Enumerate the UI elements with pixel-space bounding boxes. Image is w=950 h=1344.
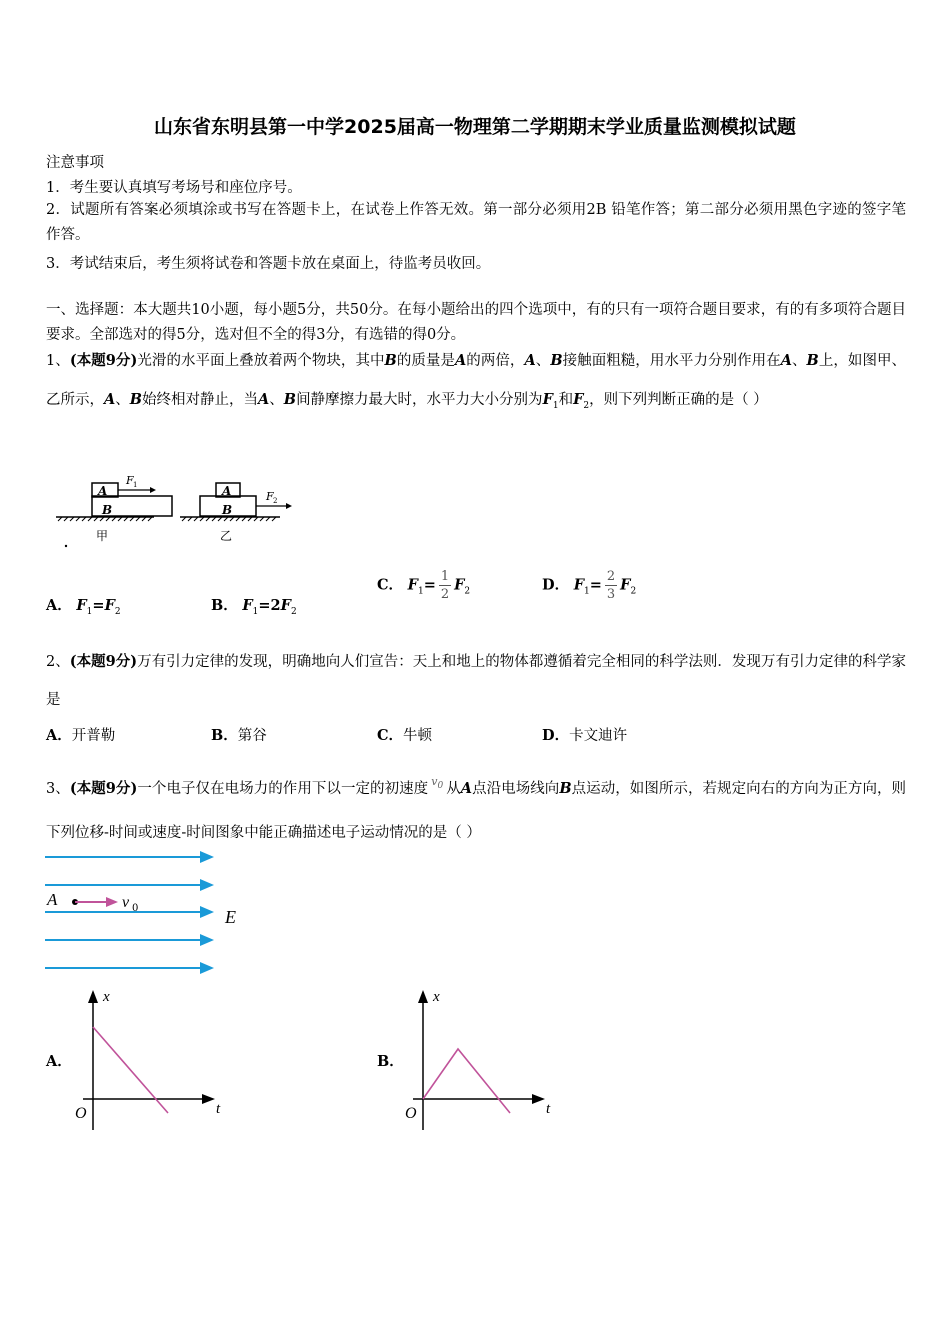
fraction: $\frac{1}{2}$ (440, 569, 450, 602)
svg-text:A: A (222, 484, 232, 498)
q1-option-c[interactable]: C． $F_1=$ $\frac{1}{2}$ $F_2$ (377, 569, 471, 602)
page-title: 山东省东明县第一中学2025届高一物理第二学期期末学业质量监测模拟试题 (154, 116, 796, 138)
label-jia: 甲 (96, 529, 109, 543)
section-heading: 一、选择题：本大题共10小题，每小题5分，共50分。在每小题给出的四个选项中，有的只有一项符合题目要求，有的有多项符合题目要求。全部选对的得5分，选对但不全的得3分，有选错的得0分。 (46, 302, 906, 343)
svg-text:B: B (102, 503, 113, 517)
question-1: 1、(本题9分)光滑的水平面上叠放着两个物块，其中B的质量是A的两倍，A、B接触面粗糙，用水平力分别作用在A、B上，如图甲、乙所示，A、B始终相对静止，当A、B间静摩擦力最大时，水平力大小分别为$F_1$和$F_2$，则下列判断正确的是（ ） (46, 352, 907, 411)
q1-option-a[interactable]: A． $F_1=F_2$ (46, 597, 121, 617)
svg-text:O: O (75, 1105, 87, 1122)
figure-yi (180, 483, 292, 543)
svg-text:x: x (433, 989, 440, 1005)
svg-text:t: t (546, 1101, 551, 1117)
svg-text:2: 2 (273, 497, 278, 505)
svg-text:t: t (216, 1101, 221, 1117)
q2-option-a[interactable]: A．开普勒 (46, 727, 116, 744)
fraction: $\frac{2}{3}$ (606, 569, 616, 602)
svg-text:B: B (222, 503, 233, 517)
q3-option-a-label[interactable]: A． (46, 1053, 72, 1070)
block-figure (50, 470, 300, 550)
svg-text:F: F (266, 490, 274, 503)
notice-item-2: 2．试题所有答案必须填涂或书写在答题卡上，在试卷上作答无效。第一部分必须用2B 铅笔作答；第二部分必须用黑色字迹的签字笔作答。 (46, 202, 906, 243)
svg-text:O: O (405, 1105, 417, 1122)
q2-option-c[interactable]: C．牛顿 (377, 727, 433, 744)
svg-text:A: A (47, 890, 58, 909)
graph-b (398, 985, 568, 1135)
svg-text:E: E (225, 907, 236, 927)
svg-text:1: 1 (133, 481, 138, 489)
notice-heading: 注意事项 (46, 155, 104, 171)
svg-text:A: A (98, 484, 108, 498)
question-3: 3、(本题9分)一个电子仅在电场力的作用下以一定的初速度 $^{v_0}$ 从A点沿电场线向B点运动，如图所示，若规定向右的方向为正方向，则下列位移-时间或速度-时间图象中能正确描述电子运动情况的是（ ） (46, 775, 907, 841)
graph-a (68, 985, 238, 1135)
v0-symbol: v0 (431, 775, 444, 792)
q2-option-d[interactable]: D．卡文迪许 (542, 727, 628, 744)
q3-option-b-label[interactable]: B． (377, 1053, 404, 1070)
notice-item-1: 1．考生要认真填写考场号和座位序号。 (46, 180, 302, 196)
electric-field-figure (40, 845, 260, 980)
q1-option-b[interactable]: B． $F_1=2F_2$ (211, 597, 297, 617)
notice-item-3: 3．考试结束后，考生须将试卷和答题卡放在桌面上，待监考员收回。 (46, 256, 491, 272)
label-yi: 乙 (220, 529, 233, 543)
svg-text:0: 0 (132, 903, 139, 914)
svg-text:v: v (122, 894, 130, 911)
q2-option-b[interactable]: B．第谷 (211, 727, 267, 744)
question-2: 2、(本题9分)万有引力定律的发现，明确地向人们宣告：天上和地上的物体都遵循着完全相同的科学法则．发现万有引力定律的科学家是 (46, 653, 907, 708)
figure-jia (56, 474, 172, 547)
svg-text:x: x (103, 989, 110, 1005)
q1-option-d[interactable]: D． $F_1=$ $\frac{2}{3}$ $F_2$ (542, 569, 637, 602)
svg-text:F: F (126, 474, 134, 487)
